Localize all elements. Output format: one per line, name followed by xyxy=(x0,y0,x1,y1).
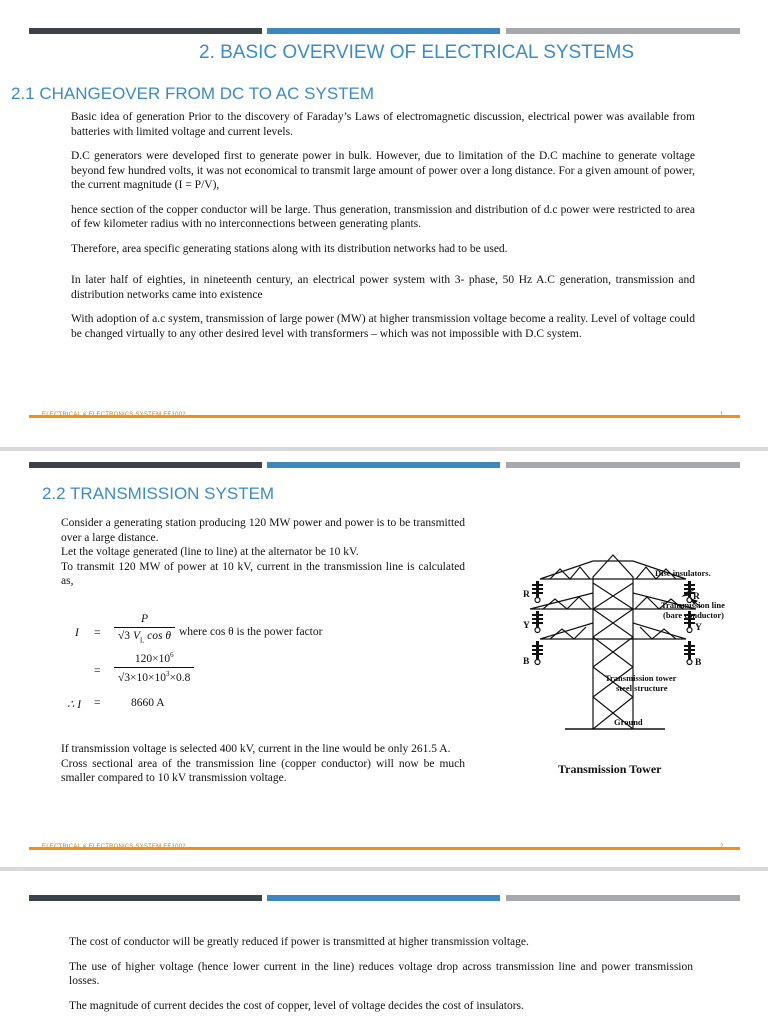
list-item: The use of higher voltage (hence lower current in the line) reduces voltage drop across transmission line and power transmission losses. xyxy=(69,960,693,987)
phase-b-right: B xyxy=(695,658,702,668)
bullet-list xyxy=(50,935,693,1013)
top-accent-bar xyxy=(29,462,740,468)
section-heading: 2.1 CHANGEOVER FROM DC TO AC SYSTEM xyxy=(11,84,375,103)
list-item: Cross sectional area of the transmission line (copper conductor) will now be much smaller compared to 10 kV transmission voltage. xyxy=(61,757,465,784)
phase-y-right: Y xyxy=(695,623,702,633)
list-item: The magnitude of current decides the cost of copper, level of voltage decides the cost of insulators. xyxy=(69,999,524,1012)
slide-1 xyxy=(0,0,768,447)
bullet-list-bottom xyxy=(42,742,465,786)
transmission-line-label: Transmission line xyxy=(661,600,725,610)
footer-bar xyxy=(29,847,740,850)
phase-r-right: R xyxy=(693,592,700,602)
eq-equals: = xyxy=(94,665,101,677)
bullet-list xyxy=(52,110,695,341)
list-item: To transmit 120 MW of power at 10 kV, current in the transmission line is calculated as, xyxy=(61,560,465,587)
eq-result: 8660 A xyxy=(131,697,165,709)
list-item: Let the voltage generated (line to line) at the alternator be 10 kV. xyxy=(61,546,359,558)
list-item: Basic idea of generation Prior to the discovery of Faraday’s Laws of electromagnetic discussion, electrical power was available from batteries with limited voltage and current levels. xyxy=(71,111,695,138)
eq-fraction-2: $\frac{120\times 10^6}{√3\times 10\times 10^3\times 0.8}$ xyxy=(114,651,194,684)
tower-label-2: steel structure xyxy=(616,683,668,693)
eq-power-factor-note: where cos θ is the power factor xyxy=(179,626,323,638)
eq-equals: = xyxy=(94,627,101,639)
disc-insulators-label: Disc insulators. xyxy=(655,568,711,578)
eq-equals: = xyxy=(94,697,101,709)
list-item: The cost of conductor will be greatly reduced if power is transmitted at higher transmission voltage. xyxy=(69,936,529,948)
figure-caption: Transmission Tower xyxy=(558,762,662,776)
eq-therefore: ∴ I xyxy=(67,699,82,711)
eq-fraction-1: $\frac{P}{√3 V_L \cos \theta}$ xyxy=(114,613,175,644)
list-item: With adoption of a.c system, transmission of large power (MW) at higher transmission voltage become a reality. Level of voltage could be changed virtually to any other desired level with transformers – which was not impossible with D.C system. xyxy=(71,313,695,340)
eq-lhs: I xyxy=(75,627,79,639)
phase-y-left: Y xyxy=(523,621,530,631)
phase-b-left: B xyxy=(523,657,530,667)
transmission-tower-figure xyxy=(505,537,745,737)
slide-title: 2. BASIC OVERVIEW OF ELECTRICAL SYSTEMS xyxy=(199,42,634,63)
list-item: Therefore, area specific generating stations along with its distribution networks had to be used. xyxy=(71,242,508,255)
list-item: D.C generators were developed first to generate power in bulk. However, due to limitation of the D.C machine to generate voltage beyond few hundred volts, it was not economical to transmit large amount of power over a long distance. For a given amount of power, the current magnitude (I = P/V), xyxy=(71,150,695,191)
list-item: Consider a generating station producing 120 MW power and power is to be transmitted over a large distance. xyxy=(61,517,465,544)
list-item: If transmission voltage is selected 400 kV, current in the line would be only 261.5 A. xyxy=(61,743,451,755)
phase-r-left: R xyxy=(523,590,530,600)
slide-2 xyxy=(0,451,768,867)
footer-bar xyxy=(29,415,740,418)
slide-3 xyxy=(0,871,768,1024)
bullet-list-top xyxy=(42,516,465,589)
ground-label: Ground xyxy=(614,717,643,727)
tower-label-1: Transmission tower xyxy=(605,673,677,683)
top-accent-bar xyxy=(29,895,740,901)
slide-title: 2.2 TRANSMISSION SYSTEM xyxy=(42,484,275,503)
bare-conductor-label: (bare conductor) xyxy=(663,610,724,620)
top-accent-bar xyxy=(29,28,740,34)
list-item: In later half of eighties, in nineteenth century, an electrical power system with 3- phase, 50 Hz A.C generation, transmission and distribution networks came into existence xyxy=(71,274,695,301)
list-item: hence section of the copper conductor will be large. Thus generation, transmission and distribution of d.c power were restricted to area of few kilometer radius with no interconnections between generating plants. xyxy=(71,203,695,230)
